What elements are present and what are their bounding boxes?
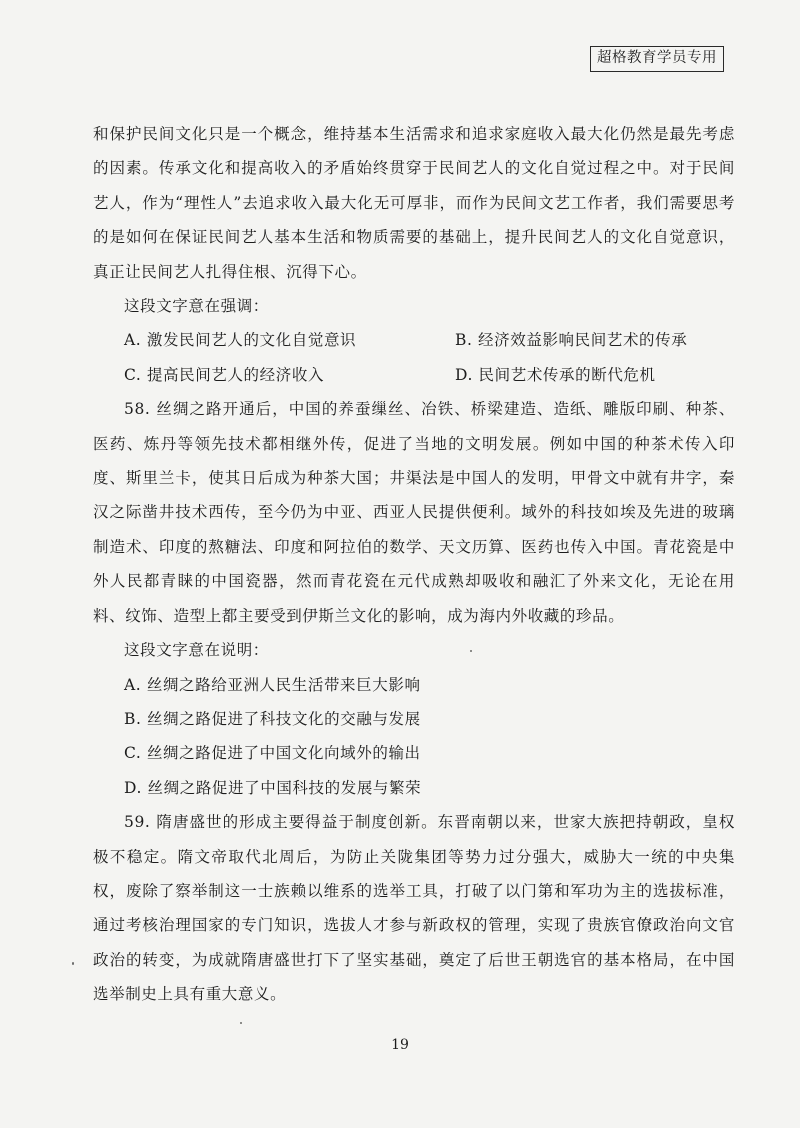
q58-option-a: A. 丝绸之路给亚洲人民生活带来巨大影响 <box>124 675 421 694</box>
q57-option-d: D. 民间艺术传承的断代危机 <box>455 365 656 384</box>
q58-option-c: C. 丝绸之路促进了中国文化向域外的输出 <box>124 744 421 763</box>
q57-options-row-1 <box>93 323 735 357</box>
q57-passage-continued: 和保护民间文化只是一个概念，维持基本生活需求和追求家庭收入最大化仍然是最先考虑的因素。传承文化和提高收入的矛盾始终贯穿于民间艺人的文化自觉过程之中。对于民间艺人，作为“理性人”去追求收入最大化无可厚非，而作为民间文艺工作者，我们需要思考的是如何在保证民间艺人基本生活和物质需要的基础上，提升民间艺人的文化自觉意识，真正让民间艺人扎得住根、沉得下心。 <box>93 125 735 281</box>
page-content <box>93 117 735 1012</box>
q57-option-b: B. 经济效益影响民间艺术的传承 <box>455 331 688 350</box>
page-number: 19 <box>391 1037 409 1053</box>
q57-options-row-2 <box>93 358 735 392</box>
q58-option-d: D. 丝绸之路促进了中国科技的发展与繁荣 <box>124 778 422 797</box>
scan-speck <box>72 962 74 965</box>
scan-speck <box>240 1022 242 1024</box>
q58-prompt: 这段文字意在说明： <box>124 641 269 660</box>
scan-speck <box>470 650 472 652</box>
q57-option-c: C. 提高民间艺人的经济收入 <box>124 365 325 384</box>
q58-option-b: B. 丝绸之路促进了科技文化的交融与发展 <box>124 709 421 728</box>
header-badge: 超格教育学员专用 <box>590 46 724 72</box>
q57-option-a: A. 激发民间艺人的文化自觉意识 <box>124 331 357 350</box>
q59-passage: 59. 隋唐盛世的形成主要得益于制度创新。东晋南朝以来，世家大族把持朝政，皇权极不稳定。隋文帝取代北周后，为防止关陇集团等势力过分强大，威胁大一统的中央集权，废除了察举制这一士族赖以维系的选举工具，打破了以门第和军功为主的选拔标准，通过考核治理国家的专门知识，选拔人才参与新政权的管理，实现了贵族官僚政治向文官政治的转变，为成就隋唐盛世打下了坚实基础，奠定了后世王朝选官的基本格局，在中国选举制史上具有重大意义。 <box>93 813 735 1004</box>
q58-passage: 58. 丝绸之路开通后，中国的养蚕缫丝、冶铁、桥梁建造、造纸、雕版印刷、种茶、医药、炼丹等领先技术都相继外传，促进了当地的文明发展。例如中国的种茶术传入印度、斯里兰卡，使其日后成为种茶大国；井渠法是中国人的发明，甲骨文中就有井字，秦汉之际凿井技术西传，至今仍为中亚、西亚人民提供便利。域外的科技如埃及先进的玻璃制造术、印度的熬糖法、印度和阿拉伯的数学、天文历算、医药也传入中国。青花瓷是中外人民都青睐的中国瓷器，然而青花瓷在元代成熟却吸收和融汇了外来文化，无论在用料、纹饰、造型上都主要受到伊斯兰文化的影响，成为海内外收藏的珍品。 <box>93 400 735 625</box>
q57-prompt: 这段文字意在强调： <box>124 297 269 316</box>
